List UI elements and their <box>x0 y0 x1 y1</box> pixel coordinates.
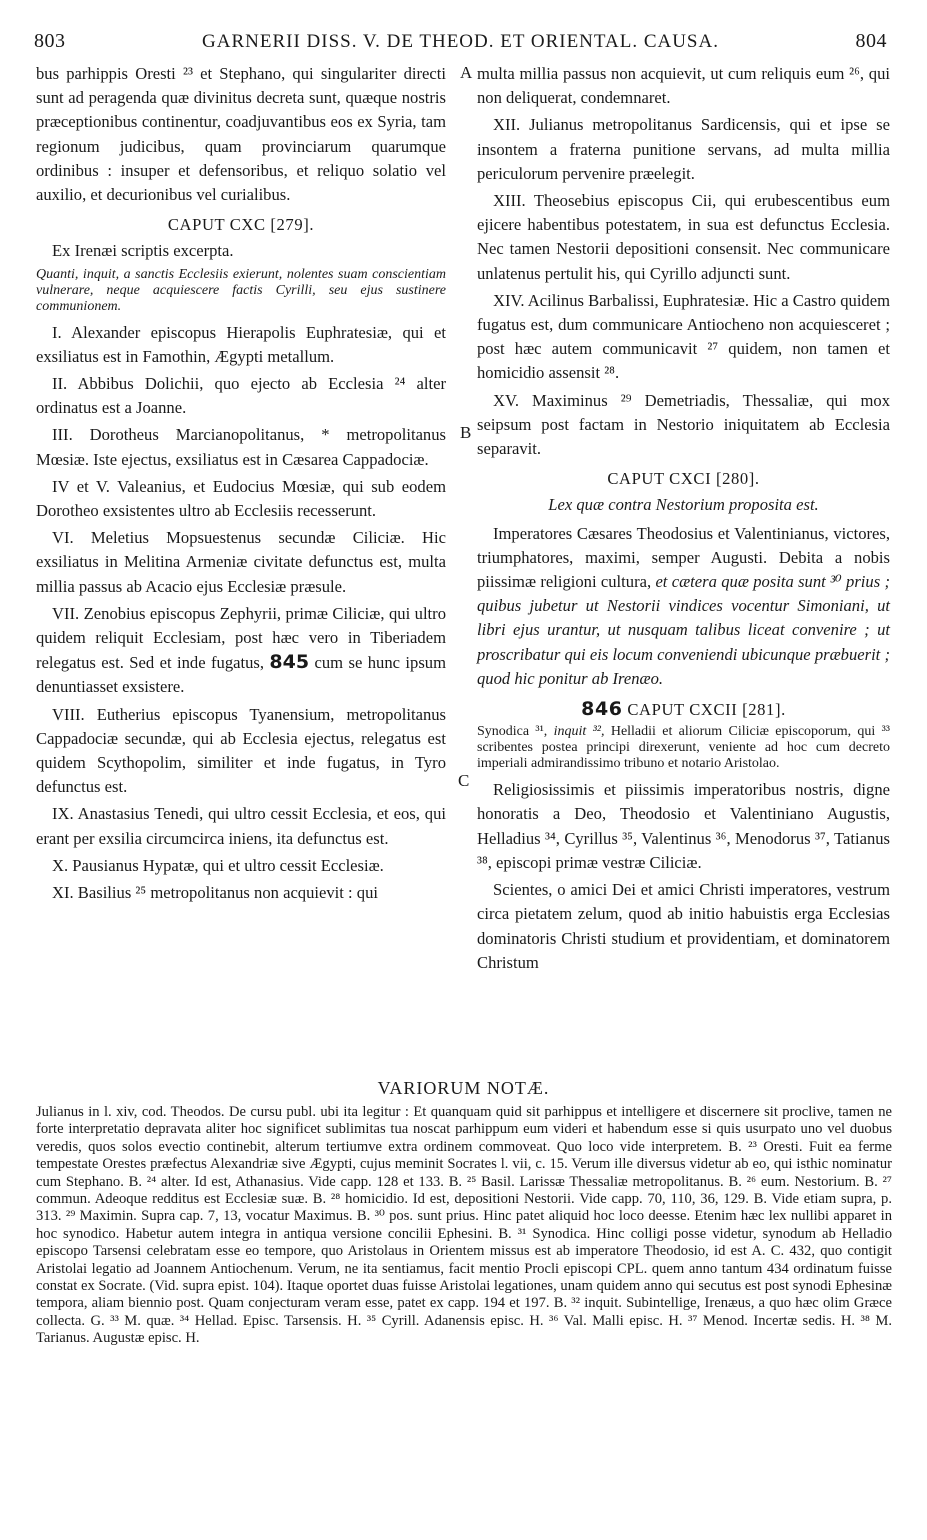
left-column <box>36 62 446 908</box>
list-item: XI. Basilius ²⁵ metropolitanus non acquievit : qui <box>52 883 379 903</box>
lex-text-italic: et cætera quæ posita sunt ³⁰ prius ; quibus jubetur ut Nestorii vindices vocentur Simoniani, ut libri ejus urantur, ut nusquam talibus liceat convenire ; ut proscribatur qui eis locum conveniendi ubicunque præbuerit ; quod hic ponitur ab Irenæo. <box>477 572 890 688</box>
quote: Quanti, inquit, a sanctis Ecclesiis exierunt, nolentes suam conscientiam vulnerare, neque acquiescere factis Cyrilli, seu ejus sustinere communionem. <box>36 266 446 314</box>
list-item: IV et V. Valeanius, et Eudocius Mœsiæ, qui sub eodem Dorotheo exsistentes ultro ab Ecclesiis recesserunt. <box>36 476 446 521</box>
list-item-text: VII. Zenobius episcopus Zephyrii, primæ Ciliciæ, qui ultro quidem reliquit Ecclesiam, post hæc vero in Tiberiadem relegatus est. Sed et inde fugatus, <box>36 603 446 673</box>
paragraph <box>477 522 890 691</box>
synodica-word: Synodica ³¹, <box>477 724 548 740</box>
margin-marker-c: C <box>458 771 470 790</box>
list-item: I. Alexander episcopus Hierapolis Euphratesiæ, qui et exsiliatus est in Famothin, Ægypti metallum. <box>36 322 446 366</box>
synodica-text: Helladii et aliorum Ciliciæ episcoporum, qui ³³ scribentes postea principi direxerunt, veniente ad hoc cum decreto imperiali admirandissimo tribuno et notario Aristolao. <box>477 724 890 772</box>
chapter-heading: CAPUT CXC [279]. <box>167 215 315 235</box>
synodica-summary <box>477 724 890 772</box>
chapter-heading <box>477 697 890 722</box>
list-item: IX. Anastasius Tenedi, qui ultro cessit Ecclesia, et eos, qui erant per exsilia circumcirca iniens, ita defunctus est. <box>36 804 446 848</box>
column-number-845: 845 <box>269 651 310 674</box>
list-item: III. Dorotheus Marcianopolitanus, * metropolitanus Mœsiæ. Iste ejectus, exsiliatus est in Cæsarea Cappadociæ. <box>36 425 446 469</box>
chapter-subheading: Lex quæ contra Nestorium proposita est. <box>548 495 819 515</box>
running-header <box>34 30 887 58</box>
list-item: VIII. Eutherius episcopus Tyanensium, metropolitanus Cappadociæ secundæ, qui ab Ecclesia ejectus, relegatus est quidem Scythopolim, similiter et inde fugatus, in Tyro defunctus est. <box>36 704 446 797</box>
margin-marker-b: B <box>460 423 472 442</box>
list-item: VI. Meletius Mopsuestenus secundæ Ciliciæ. Hic exsiliatus in Melitina Armeniæ civitate defunctus est, multa millia passus ab Acacio ejus Ecclesiæ præsule. <box>36 528 446 596</box>
list-item: X. Pausianus Hypatæ, qui et ultro cessit Ecclesiæ. <box>52 855 384 875</box>
list-item: XIV. Acilinus Barbalissi, Euphratesiæ. Hic a Castro quidem fugatus est, dum communicare Antiocheno non acquiesceret ; post hæc autem communicavit ²⁷ quidem, non tamen et homicidio assensit ²⁸. <box>477 290 890 383</box>
variorum-notes <box>36 1104 892 1348</box>
paragraph: multa millia passus non acquievit, ut cum reliquis eum ²⁶, qui non deliquerat, condemnaret. <box>477 64 890 108</box>
list-item: XIII. Theosebius episcopus Cii, qui erubescentibus eum ejicere habentibus potestatem, in sua est defunctus Ecclesia. Nec tamen Nestorii depositioni consensit. Nec communicare unlatenus pertulit his, qui Cyrillo adjuncti sunt. <box>477 191 890 283</box>
page-number-left: 803 <box>34 30 66 52</box>
list-item-text: cum se hunc ipsum denuntiasset exsistere. <box>36 653 446 697</box>
chapter-heading: CAPUT CXCI [280]. <box>607 469 760 489</box>
notes-text: Julianus in l. xiv, cod. Theodos. De cursu publ. ubi ita legitur : Et quanquam quid sit parhippus et intelligere et discernere sit proclive, tamen ne forte interpretatio depravata aliter hoc significet sublimitas tua noscat parhippum eum videri et habendum esse si quis usurpato uno vel duobus veredis, quos solos evectio continebit, alterum tertiumve extra ordinem commoveat. Quo loco vide interpretem. B. ²³ Oresti. Fuit ea ferme tempestate Orestes præfectus Alexandriæ sive Ægypti, cujus meminit Socrates l. vii, c. 15. Verum ille diversus videtur ab eo, qui isthic nominatur cum Stephano. B. ²⁴ alter. Id est, Athanasius. Vide capp. 128 et 133. B. ²⁵ Basil. Larissæ Thessaliæ metropolitanus. B. ²⁶ eum. Nestorium. B. ²⁷ commun. Adeoque redditus est Ecclesiæ suæ. B. ²⁸ homicidio. Id est, depositioni Nestorii. Vide capp. 70, 110, 36, 129. B. Vide etiam supra, p. 313. ²⁹ Maximin. Supra cap. 7, 13, vocatur Maximus. B. ³⁰ pos. sunt prius. Hinc patet aliquid hoc loco deesse. Etenim hæc lex nullibi apparet in hoc synodico. Habetur autem integra in antiqua versione concilii Ephesini. B. ³¹ Synodica. Hinc colligi posse videtur, synodum ab Helladio episcopo Tarsensi celebratam esse eo tempore, quo Aristolaus in Orientem missus est ab imperatore Theodosio, id est A. C. 432, quo contigit Aristolai legatio ad Joannem Antiochenum. Verum, ne ita sentiamus, facit mentio Procli episcopi CPL. quem anno tantum 434 ordinatum fuisse constat ex Socrate. (Vid. supra epist. 104). Itaque oportet duas fuisse Aristolai legationes, unam quidem anno qui secutus est post synodi Ephesinæ tempora, aliam biennio post. Quam conjecturam veram esse, patet ex capp. 194 et 197. B. ³² inquit. Subintellige, Irenæus, a quo hæc olim Græce collecta. G. ³³ M. quæ. ³⁴ Hellad. Episc. Tarsensis. H. ³⁵ Cyrill. Adanensis episc. H. ³⁶ Val. Malli episc. H. ³⁷ Menod. Incertæ sedis. H. ³⁸ M. Tarianus. Augustæ episc. H. <box>36 1104 892 1347</box>
notes-title: VARIORUM NOTÆ. <box>377 1078 550 1098</box>
chapter-heading-text: CAPUT CXCII [281]. <box>627 700 786 720</box>
page-number-right: 804 <box>855 30 887 52</box>
paragraph: bus parhippis Oresti ²³ et Stephano, qui singulariter directi sunt ad peragenda quæ divinitus decreta sunt, quæque nostris præceptionibus continentur, coadjuvantibus eos ex Syria, tam regionum judicibus, quam provinciarum quarumque ordinibus : insuper et defensoribus, et reliquo solatio vel auxilio, et decurionibus vel curialibus. <box>36 64 446 205</box>
right-column <box>477 62 890 978</box>
lex-text: Imperatores Cæsares Theodosius et Valentinianus, victores, triumphatores, maximi, semper Augusti. Debita a nobis piissimæ religioni cultura, <box>477 523 890 592</box>
list-item: XV. Maximinus ²⁹ Demetriadis, Thessaliæ, qui mox seipsum post factam in Nestorio iniquitatem ab Ecclesia separavit. <box>477 390 890 459</box>
list-item: XII. Julianus metropolitanus Sardicensis, qui et ipse se insontem a fraterna punitione servans, ad multa millia periculorum pervenire præelegit. <box>477 115 890 183</box>
column-number-846: 846 <box>581 698 623 721</box>
margin-marker-a: A <box>460 63 473 82</box>
paragraph: Scientes, o amici Dei et amici Christi imperatores, vestrum circa pietatem zelum, quod ab initio habuistis erga Ecclesias dominatoris Christi studium et providentiam, et dominatorem Christum <box>477 880 890 972</box>
chapter-subheading: Ex Irenæi scriptis excerpta. <box>52 241 234 261</box>
running-title: GARNERII DISS. V. DE THEOD. ET ORIENTAL. CAUSA. <box>202 31 719 52</box>
list-item <box>36 602 446 700</box>
list-item: II. Abbibus Dolichii, quo ejecto ab Ecclesia ²⁴ alter ordinatus est a Joanne. <box>36 374 446 418</box>
paragraph: Religiosissimis et piissimis imperatoribus nostris, digne honoratis a Deo, Theodosio et Valentiniano Augustis, Helladius ³⁴, Cyrillus ³⁵, Valentinus ³⁶, Menodorus ³⁷, Tatianus ³⁸, episcopi primæ vestræ Ciliciæ. <box>477 780 890 872</box>
inquit-word: inquit ³², <box>553 724 605 740</box>
